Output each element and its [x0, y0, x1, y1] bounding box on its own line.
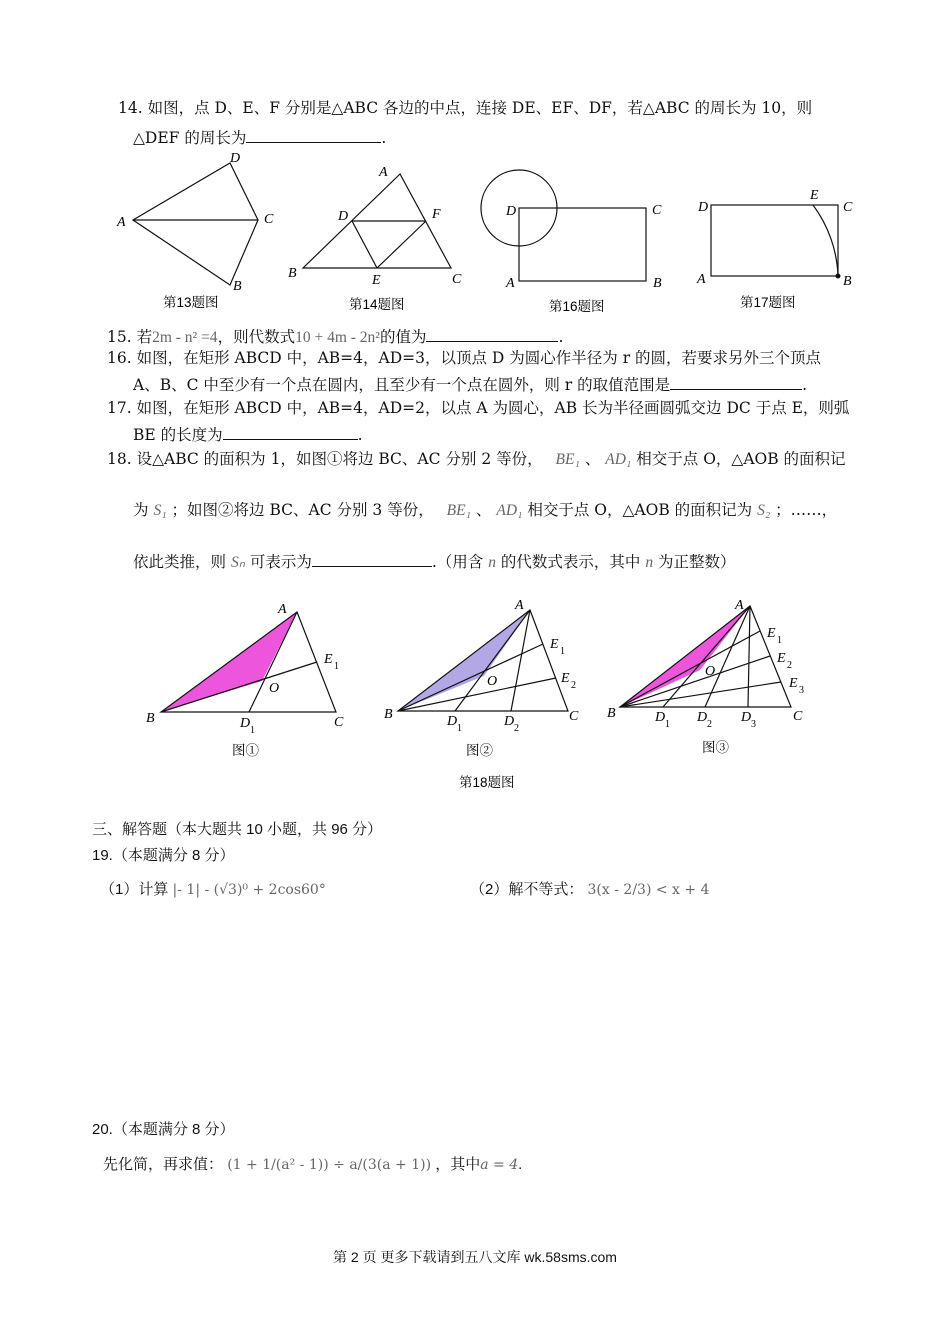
fig16-label-c: C [652, 203, 662, 218]
fig17-label-c: C [843, 200, 853, 215]
fig18-3-sub-d3: 3 [751, 719, 756, 730]
q19-part2 [470, 880, 709, 900]
section-3-heading: 三、解答题（本大题共 10 小题，共 96 分） [92, 821, 383, 838]
fig17-label-e: E [810, 188, 819, 203]
fig18-2-label-o: O [487, 674, 498, 689]
fig13-label-b: B [233, 279, 242, 294]
q18-math-n-2: n [645, 554, 654, 571]
fig18-3-sub-e2: 2 [787, 660, 792, 671]
q17-line1: 17. 如图，在矩形 ABCD 中，AB=4，AD=2，以点 A 为圆心，AB 长为半径画圆弧交边 DC 于点 E，则弧 [107, 399, 850, 417]
fig17-label-b: B [843, 274, 852, 289]
fig18-3-label-o: O [705, 664, 716, 679]
fig17-label-d: D [698, 200, 709, 215]
q18-text-1a: 18. 设△ABC 的面积为 1，如图①将边 BC、AC 分别 2 等份， [107, 450, 543, 468]
fig18-2-sub-d1: 1 [457, 723, 462, 734]
q19-expr2: 3(x - 2/3) < x + 4 [587, 882, 710, 898]
fig16-label-a: A [506, 276, 515, 291]
fig18-1-label-c: C [334, 715, 344, 730]
fig14-label-b: B [288, 266, 297, 281]
q18-sep: 、 [584, 450, 601, 468]
q19-part1-label: （1）计算 [100, 881, 169, 898]
fig18-2-label-d2: D [504, 714, 515, 729]
fig18-3-caption: 图③ [702, 740, 729, 755]
fig18-2-label-d1: D [447, 714, 458, 729]
q15-suffix: 的值为 [379, 328, 427, 346]
page-footer: 第 2 页 更多下载请到五八文库 wk.58sms.com [333, 1249, 617, 1265]
q18-text-3e: 为正整数） [658, 553, 736, 571]
fig16-label-d: D [506, 204, 517, 219]
fig13-label-a: A [117, 215, 126, 230]
fig16-caption: 第16题图 [549, 299, 605, 314]
fig18-2-label-e1: E [550, 637, 559, 652]
q16-end: . [802, 376, 808, 394]
q15-end: . [558, 328, 564, 346]
q20-line [103, 1155, 522, 1175]
fig18-3-label-d3: D [741, 710, 752, 725]
fig18-3-sub-d2: 2 [707, 719, 712, 730]
q15-expr1: 2m - n² =4 [152, 329, 218, 346]
fig13-caption: 第13题图 [163, 295, 219, 310]
fig18-3-label-e2: E [777, 651, 786, 666]
fig18-2-label-a: A [515, 598, 524, 613]
q18-math-be1: BE₁ [555, 451, 580, 468]
q20-expr: (1 + 1/(a² - 1)) ÷ a/(3(a + 1)) [227, 1157, 432, 1173]
q18-text-3b: 可表示为 [249, 553, 312, 571]
fig18-2 [384, 598, 579, 758]
fig18-3-label-d1: D [655, 710, 666, 725]
fig18-3-sub-d1: 1 [665, 719, 670, 730]
fig18-2-sub-e2: 2 [571, 680, 576, 691]
fig18-1-label-a: A [278, 602, 287, 617]
q15-mid: ，则代数式 [217, 328, 296, 346]
fig18-3-label-e1: E [767, 626, 776, 641]
q15-expr2: 10 + 4m - 2n² [295, 329, 380, 346]
q20-lead: 先化简，再求值： [103, 1156, 224, 1173]
q20-title: 20.（本题满分 8 分） [92, 1121, 235, 1138]
q18-sep-2: 、 [475, 501, 492, 519]
q18-math-ad1: AD₁ [605, 451, 632, 468]
fig18-2-label-b: B [384, 707, 393, 722]
fig18-2-label-c: C [569, 709, 579, 724]
fig18-3-label-a: A [735, 598, 744, 613]
fig17-caption: 第17题图 [740, 295, 796, 310]
fig16-label-b: B [653, 276, 662, 291]
fig18-caption: 第18题图 [459, 775, 515, 790]
fig18-1-sub-e1: 1 [334, 661, 339, 672]
q18-text-1b: 相交于点 O，△AOB 的面积记 [636, 450, 846, 468]
fig14-label-f: F [432, 207, 441, 222]
fig18-2-label-e2: E [561, 671, 570, 686]
fig18-2-sub-e1: 1 [560, 646, 565, 657]
q18-math-be1-b: BE₁ [446, 502, 471, 519]
fig18-3-label-d2: D [697, 710, 708, 725]
q18-text-2c: 相交于点 O，△AOB 的面积记为 [527, 501, 753, 519]
fig13-label-d: D [230, 151, 241, 166]
fig14-label-d: D [338, 209, 349, 224]
fig18-1-label-e: E [324, 652, 333, 667]
fig18-1 [146, 602, 344, 758]
q17-text: BE 的长度为 [133, 426, 223, 444]
fig14-label-c: C [452, 272, 462, 287]
fig18-3 [607, 598, 804, 755]
fig14-caption: 第14题图 [349, 297, 405, 312]
fig18-2-sub-d2: 2 [514, 723, 519, 734]
q20-end: . [518, 1156, 523, 1173]
fig18-3-label-c: C [793, 709, 803, 724]
q14-end: . [381, 129, 387, 147]
q15-prefix: 15. 若 [107, 328, 153, 346]
fig18-3-sub-e3: 3 [799, 685, 804, 696]
q18-math-s2: S₂ [757, 502, 771, 519]
q17-end: . [357, 426, 363, 444]
q18-text-3c: .（用含 [431, 553, 484, 571]
fig18-2-caption: 图② [466, 743, 493, 758]
fig18-1-sub-d1: 1 [250, 725, 255, 736]
fig18-3-label-e3: E [789, 676, 798, 691]
fig18-1-label-d: D [240, 716, 251, 731]
fig18-1-caption: 图① [232, 743, 259, 758]
q14-line1: 14. 如图，点 D、E、F 分别是△ABC 各边的中点，连接 DE、EF、DF，若△ABC 的周长为 10，则 [118, 99, 813, 117]
fig18-3-sub-e1: 1 [777, 635, 782, 646]
q18-math-sn: Sₙ [230, 554, 245, 571]
fig18-1-label-b: B [146, 711, 155, 726]
fig13-label-c: C [264, 212, 274, 227]
q18-text-3a: 依此类推，则 [133, 553, 227, 571]
q19-part2-label: （2）解不等式： [470, 881, 584, 898]
fig18-3-label-b: B [607, 706, 616, 721]
q19-part1 [100, 880, 326, 900]
q16-line1: 16. 如图，在矩形 ABCD 中，AB=4，AD=3，以顶点 D 为圆心作半径为 r 的圆，若要求另外三个顶点 [107, 349, 822, 367]
q18-text-2d: ；……， [775, 501, 838, 519]
q20-cond-text: ，其中 [435, 1156, 481, 1173]
q14-text: △DEF 的周长为 [133, 129, 247, 147]
q18-text-2a: 为 [133, 501, 149, 519]
q19-title: 19.（本题满分 8 分） [92, 847, 235, 864]
fig14-label-a: A [379, 165, 388, 180]
fig14-label-e: E [372, 273, 381, 288]
q18-math-s1: S₁ [153, 502, 167, 519]
q20-cond-expr: a = 4 [480, 1157, 519, 1173]
fig17-label-a: A [697, 272, 706, 287]
fig18-1-label-o: O [269, 681, 280, 696]
q18-text-2b: ；如图②将边 BC、AC 分别 3 等份， [171, 501, 434, 519]
q16-text: A、B、C 中至少有一个点在圆内，且至少有一个点在圆外，则 r 的取值范围是 [133, 376, 671, 394]
q18-text-3d: 的代数式表示，其中 [500, 553, 641, 571]
q18-math-n: n [488, 554, 496, 571]
q19-expr1: |- 1| - (√3)⁰ + 2cos60° [172, 882, 326, 898]
q18-math-ad1-b: AD₁ [496, 502, 523, 519]
